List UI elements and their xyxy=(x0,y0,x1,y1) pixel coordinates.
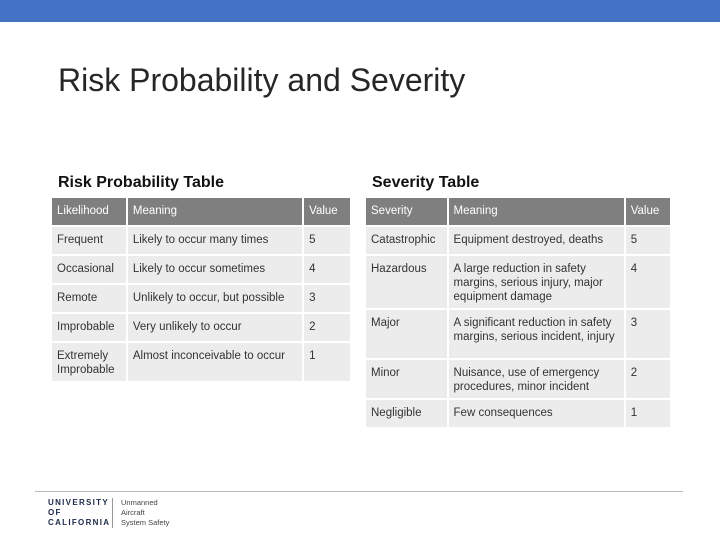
university-logo xyxy=(48,498,110,528)
meaning-cell: A significant reduction in safety margins, serious incident, injury xyxy=(449,310,624,358)
severity-cell: Major xyxy=(366,310,447,358)
value-cell: 4 xyxy=(626,256,670,308)
program-text-line: Aircraft xyxy=(121,508,145,517)
column-header: Value xyxy=(626,198,670,225)
severity-cell: Hazardous xyxy=(366,256,447,308)
value-cell: 5 xyxy=(626,227,670,254)
logo-text-line: UNIVERSITY xyxy=(48,498,110,507)
table-row xyxy=(52,285,350,312)
likelihood-cell: Improbable xyxy=(52,314,126,341)
table-header-row xyxy=(52,198,350,225)
meaning-cell: Few consequences xyxy=(449,400,624,427)
column-header: Value xyxy=(304,198,350,225)
severity-table-heading: Severity Table xyxy=(372,174,480,191)
logo-text-line: OF xyxy=(48,508,62,517)
severity-cell: Minor xyxy=(366,360,447,398)
column-header: Likelihood xyxy=(52,198,126,225)
program-text-line: System Safety xyxy=(121,518,170,527)
value-cell: 2 xyxy=(304,314,350,341)
top-accent-bar xyxy=(0,0,720,22)
table-row xyxy=(366,227,670,254)
meaning-cell: A large reduction in safety margins, serious injury, major equipment damage xyxy=(449,256,624,308)
meaning-cell: Almost inconceivable to occur xyxy=(128,343,302,381)
value-cell: 1 xyxy=(626,400,670,427)
table-header-row xyxy=(366,198,670,225)
table-row xyxy=(52,314,350,341)
likelihood-cell: Remote xyxy=(52,285,126,312)
probability-table-heading: Risk Probability Table xyxy=(58,174,224,191)
meaning-cell: Nuisance, use of emergency procedures, minor incident xyxy=(449,360,624,398)
table-row xyxy=(366,360,670,398)
severity-cell: Catastrophic xyxy=(366,227,447,254)
value-cell: 3 xyxy=(626,310,670,358)
logo-text-line: CALIFORNIA xyxy=(48,518,111,527)
likelihood-cell: Frequent xyxy=(52,227,126,254)
column-header: Severity xyxy=(366,198,447,225)
table-row xyxy=(366,256,670,308)
column-header: Meaning xyxy=(449,198,624,225)
table-row xyxy=(52,343,350,381)
value-cell: 5 xyxy=(304,227,350,254)
likelihood-cell: Extremely Improbable xyxy=(52,343,126,381)
meaning-cell: Unlikely to occur, but possible xyxy=(128,285,302,312)
column-header: Meaning xyxy=(128,198,302,225)
probability-table xyxy=(50,196,352,383)
logo-divider xyxy=(112,498,113,528)
severity-table xyxy=(364,196,672,429)
meaning-cell: Likely to occur many times xyxy=(128,227,302,254)
value-cell: 4 xyxy=(304,256,350,283)
table-row xyxy=(52,227,350,254)
program-text-line: Unmanned xyxy=(121,498,158,507)
meaning-cell: Likely to occur sometimes xyxy=(128,256,302,283)
program-logo xyxy=(121,498,169,528)
footer-divider xyxy=(35,491,683,492)
value-cell: 2 xyxy=(626,360,670,398)
likelihood-cell: Occasional xyxy=(52,256,126,283)
table-row xyxy=(366,400,670,427)
severity-cell: Negligible xyxy=(366,400,447,427)
value-cell: 1 xyxy=(304,343,350,381)
slide-title: Risk Probability and Severity xyxy=(58,62,466,98)
meaning-cell: Very unlikely to occur xyxy=(128,314,302,341)
table-row xyxy=(366,310,670,358)
table-row xyxy=(52,256,350,283)
value-cell: 3 xyxy=(304,285,350,312)
meaning-cell: Equipment destroyed, deaths xyxy=(449,227,624,254)
